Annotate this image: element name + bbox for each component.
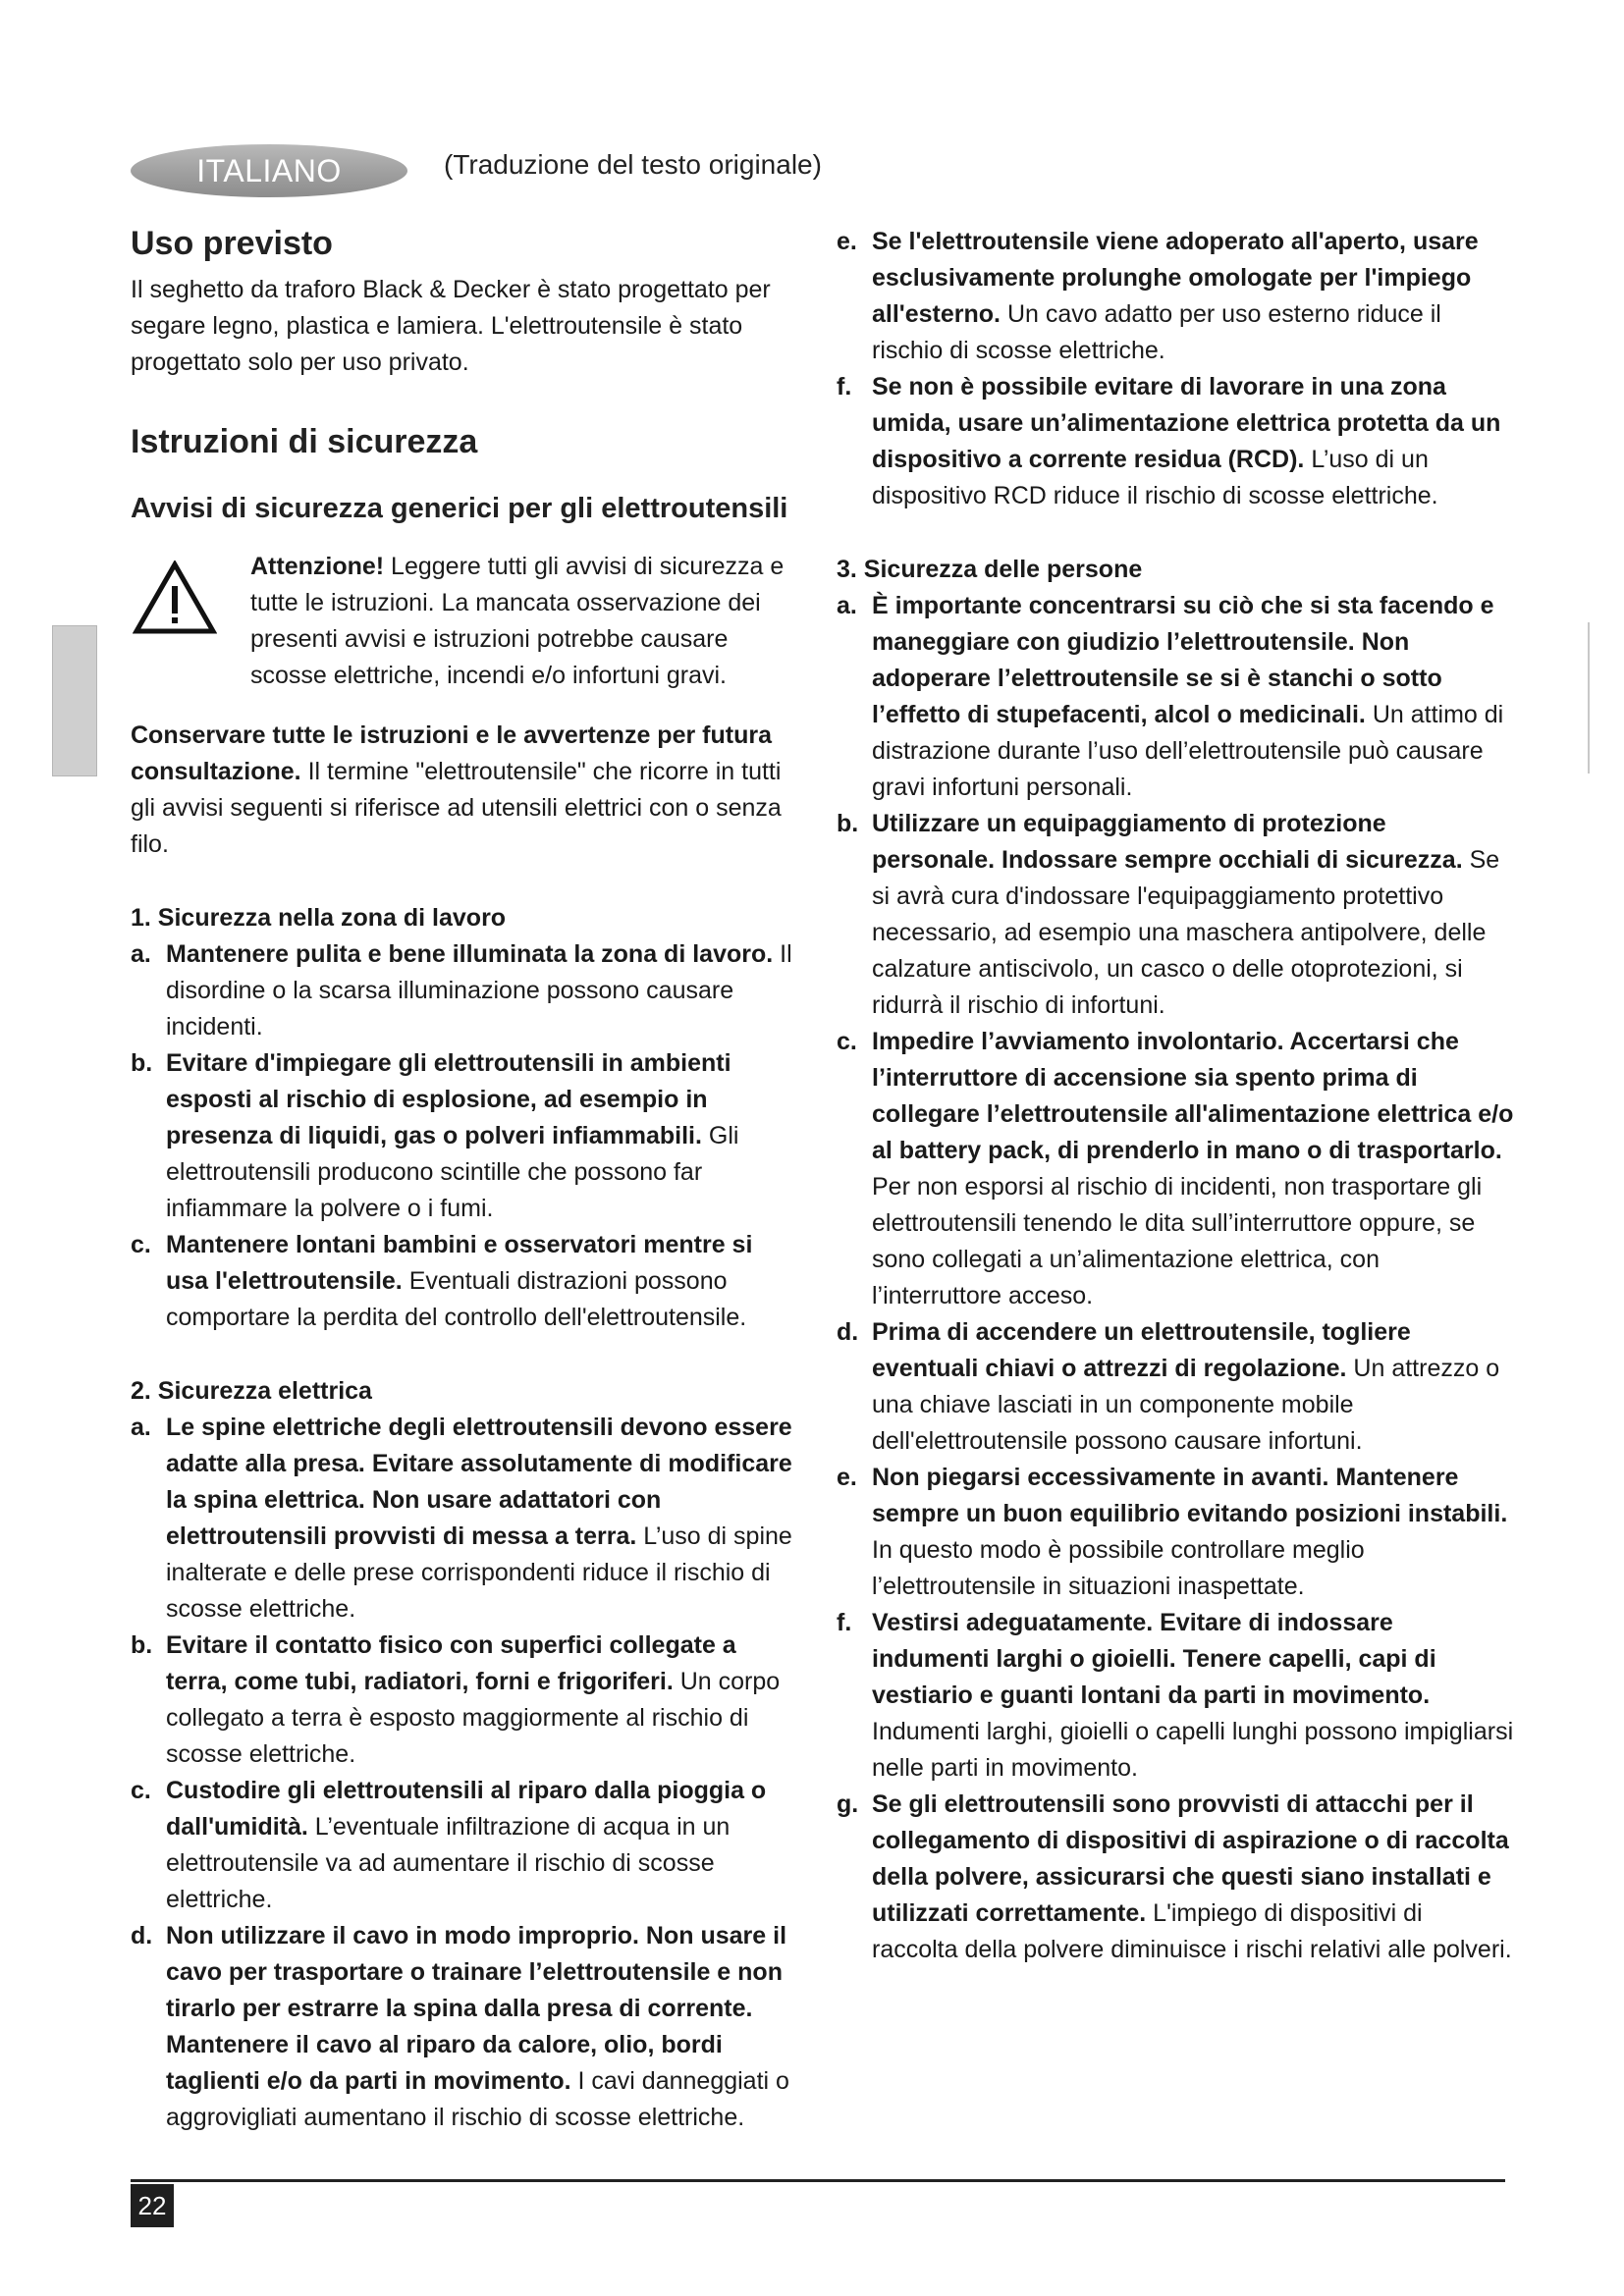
list-item: b. Evitare d'impiegare gli elettroutensili in ambienti esposti al rischio di esplosione, ad esempio in presenza di liquidi, gas o polveri infiammabili. Gli elettroutensili producono scintille che possono far infiammare la polvere o i fumi. [131, 1049, 739, 1223]
translation-note: (Traduzione del testo originale) [444, 149, 822, 180]
section-2-title: 2. Sicurezza elettrica [131, 1377, 372, 1406]
warning-box [131, 549, 798, 694]
list-item: d. Prima di accendere un elettroutensile, togliere eventuali chiavi o attrezzi di regolazione. Un attrezzo o una chiave lasciati in un componente mobile dell'elettroutensile possono causare infortuni. [837, 1318, 1500, 1455]
section-title-istruzioni: Istruzioni di sicurezza [131, 422, 478, 460]
section-3 [837, 552, 1514, 1968]
conservare-paragraph: Conservare tutte le istruzioni e le avvertenze per futura consultazione. Il termine "elettroutensile" che ricorre in tutti gli avvisi seguenti si riferisce ad utensili elettrici con o senza filo. [131, 721, 782, 859]
list-item: c. Mantenere lontani bambini e osservatori mentre si usa l'elettroutensile. Eventuali distrazioni possono comportare la perdita del controllo dell'elettroutensile. [131, 1231, 753, 1332]
language-badge: ITALIANO [131, 144, 407, 197]
list-item: f. Vestirsi adeguatamente. Evitare di indossare indumenti larghi o gioielli. Tenere capelli, capi di vestiario e guanti lontani da parti in movimento. Indumenti larghi, gioielli o capelli lunghi possono impigliarsi nelle parti in movimento. [837, 1609, 1514, 1782]
list-item: g. Se gli elettroutensili sono provvisti di attacchi per il collegamento di dispositivi di aspirazione o di raccolta della polvere, assicurarsi che questi siano installati e utilizzati correttamente. L'impiego di dispositivi di raccolta della polvere diminuisce i rischi relativi alle polveri. [837, 1790, 1512, 1963]
uso-previsto-text: Il seghetto da traforo Black & Decker è stato progettato per segare legno, plastica e lamiera. L'elettroutensile è stato progettato solo per uso privato. [131, 275, 771, 376]
list-item: b. Utilizzare un equipaggiamento di protezione personale. Indossare sempre occhiali di sicurezza. Se si avrà cura d'indossare l'equipaggiamento protettivo necessario, ad esempio una maschera antipolvere, delle calzature antiscivolo, un casco o delle otoprotezioni, si ridurrà il rischio di infortuni. [837, 810, 1500, 1019]
section-3-title: 3. Sicurezza delle persone [837, 556, 1143, 583]
list-item: a. Mantenere pulita e bene illuminata la zona di lavoro. Il disordine o la scarsa illuminazione possono causare incidenti. [131, 940, 792, 1041]
list-item: d. Non utilizzare il cavo in modo improprio. Non usare il cavo per trasportare o trainare l’elettroutensile e non tirarlo per estrarre la spina dalla presa di corrente. Mantenere il cavo al riparo da calore, olio, bordi taglienti e/o da parti in movimento. I cavi danneggiati o aggrovigliati aumentano il rischio di scosse elettriche. [131, 1922, 789, 2132]
right-column [837, 224, 1514, 1968]
section-1-title: 1. Sicurezza nella zona di lavoro [131, 904, 507, 933]
list-item: c. Custodire gli elettroutensili al riparo dalla pioggia o dall'umidità. L’eventuale infiltrazione di acqua in un elettroutensile va ad aumentare il rischio di scosse elettriche. [131, 1777, 767, 1914]
list-item: c. Impedire l’avviamento involontario. Accertarsi che l’interruttore di accensione sia spento prima di collegare l’elettroutensile all'alimentazione elettrica e/o al battery pack, di prenderlo in mano o di trasportarlo. Per non esporsi al rischio di incidenti, non trasportare gli elettroutensili tenendo le dita sull’interruttore oppure, se sono collegati a un’alimentazione elettrica, con l’interruttore acceso. [837, 1028, 1514, 1309]
section-2-continued [837, 224, 1514, 514]
list-item: e. Non piegarsi eccessivamente in avanti. Mantenere sempre un buon equilibrio evitando posizioni instabili. In questo modo è possibile controllare meglio l’elettroutensile in situazioni inaspettate. [837, 1464, 1508, 1600]
list-item: a. Le spine elettriche degli elettroutensili devono essere adatte alla presa. Evitare assolutamente di modificare la spina elettrica. Non usare adattatori con elettroutensili provvisti di messa a terra. L’uso di spine inalterate e delle prese corrispondenti riduce il rischio di scosse elettriche. [131, 1414, 792, 1624]
warning-text: Attenzione! Leggere tutti gli avvisi di sicurezza e tutte le istruzioni. La mancata osservazione dei presenti avvisi e istruzioni potrebbe causare scosse elettriche, incendi e/o infortuni gravi. [250, 553, 785, 690]
list-item: b. Evitare il contatto fisico con superfici collegate a terra, come tubi, radiatori, forni e frigoriferi. Un corpo collegato a terra è esposto maggiormente al rischio di scosse elettriche. [131, 1631, 781, 1769]
list-item: a. È importante concentrarsi su ciò che si sta facendo e maneggiare con giudizio l’elettroutensile. Non adoperare l’elettroutensile se si è stanchi o sotto l’effetto di stupefacenti, alcol o medicinali. Un attimo di distrazione durante l’uso dell’elettroutensile può causare gravi infortuni personali. [837, 592, 1504, 801]
section-1 [131, 900, 798, 1336]
footer-rule [131, 2179, 1505, 2182]
right-edge-mark [1588, 622, 1590, 774]
section-title-uso-previsto: Uso previsto [131, 225, 333, 262]
list-item: f. Se non è possibile evitare di lavorare in una zona umida, usare un’alimentazione elettrica protetta da un dispositivo a corrente residua (RCD). L’uso di un dispositivo RCD riduce il rischio di scosse elettriche. [837, 373, 1501, 509]
warning-triangle-icon [131, 549, 250, 640]
side-tab-marker [52, 625, 97, 776]
page-number: 22 [131, 2184, 174, 2227]
section-2 [131, 1373, 798, 2136]
left-column [131, 224, 798, 2136]
list-item: e. Se l'elettroutensile viene adoperato all'aperto, usare esclusivamente prolunghe omologate per l'impiego all'esterno. Un cavo adatto per uso esterno riduce il rischio di scosse elettriche. [837, 228, 1479, 364]
subsection-title-avvisi: Avvisi di sicurezza generici per gli elettroutensili [131, 492, 788, 524]
